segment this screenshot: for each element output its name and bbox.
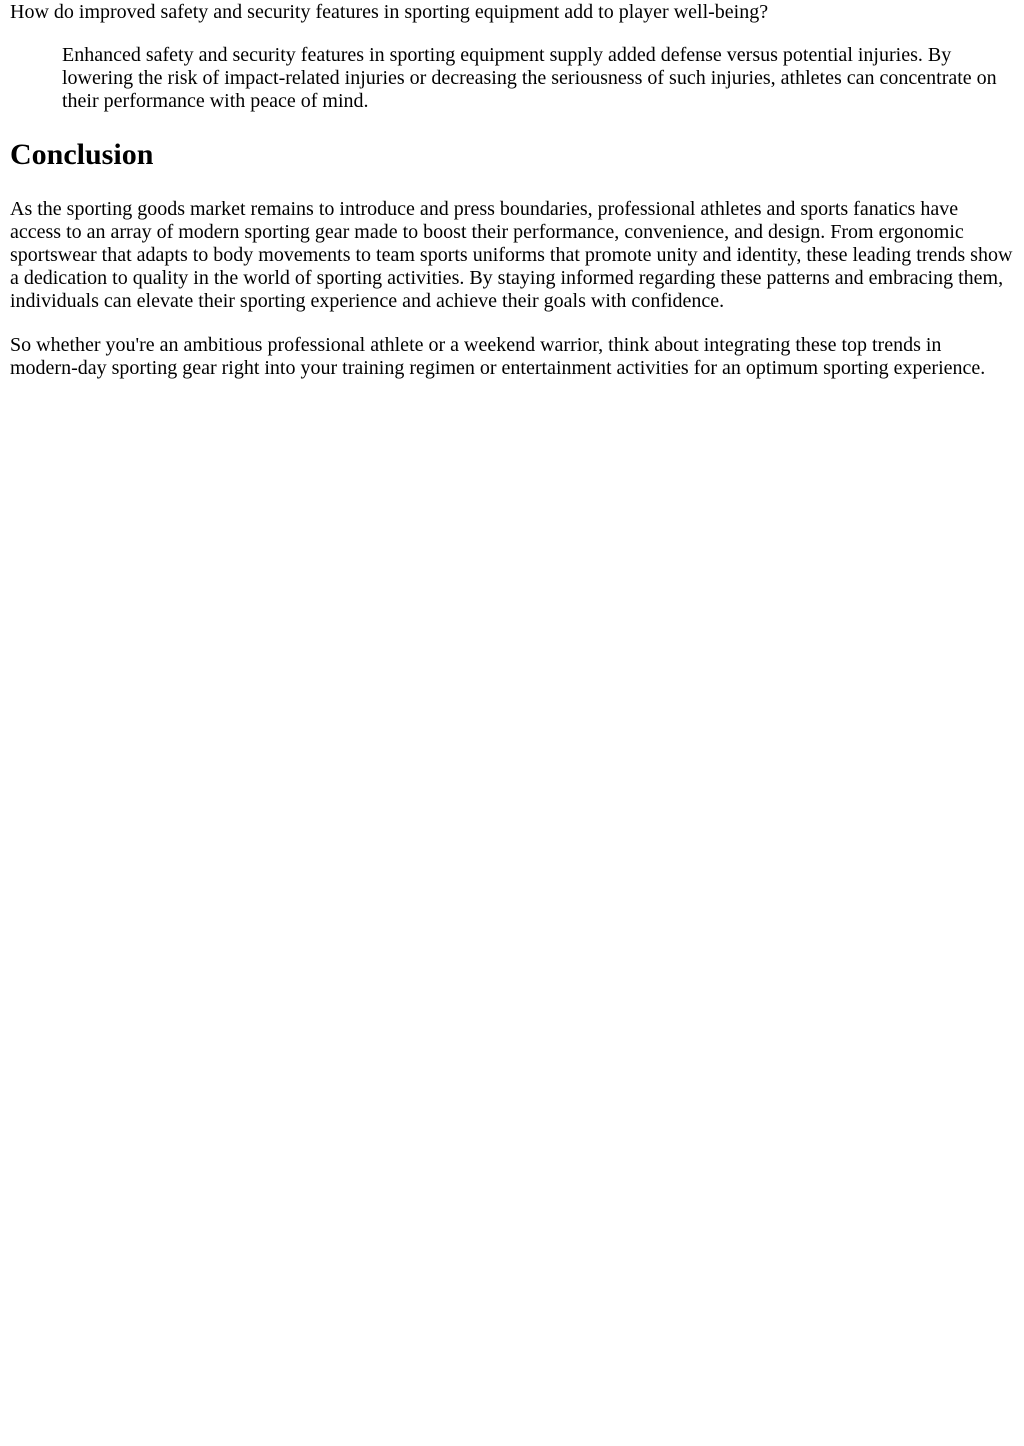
article-content bbox=[0, 0, 1024, 380]
conclusion-paragraph-2: So whether you're an ambitious professional athlete or a weekend warrior, think about integrating these top trends in modern-day sporting gear right into your training regimen or entertainment activities for an optimum sporting experience. bbox=[10, 334, 986, 379]
faq-answer: Enhanced safety and security features in sporting equipment supply added defense versus potential injuries. By lowering the risk of impact-related injuries or decreasing the seriousness of such injuries, athletes can concentrate on their performance with peace of mind. bbox=[62, 44, 997, 112]
faq-question: How do improved safety and security features in sporting equipment add to player well-being? bbox=[10, 1, 769, 23]
conclusion-paragraph-1: As the sporting goods market remains to introduce and press boundaries, professional athletes and sports fanatics have access to an array of modern sporting gear made to boost their performance, convenience, and design. From ergonomic sportswear that adapts to body movements to team sports uniforms that promote unity and identity, these leading trends show a dedication to quality in the world of sporting activities. By staying informed regarding these patterns and embracing them, individuals can elevate their sporting experience and achieve their goals with confidence. bbox=[10, 198, 1013, 312]
conclusion-heading: Conclusion bbox=[10, 138, 154, 171]
